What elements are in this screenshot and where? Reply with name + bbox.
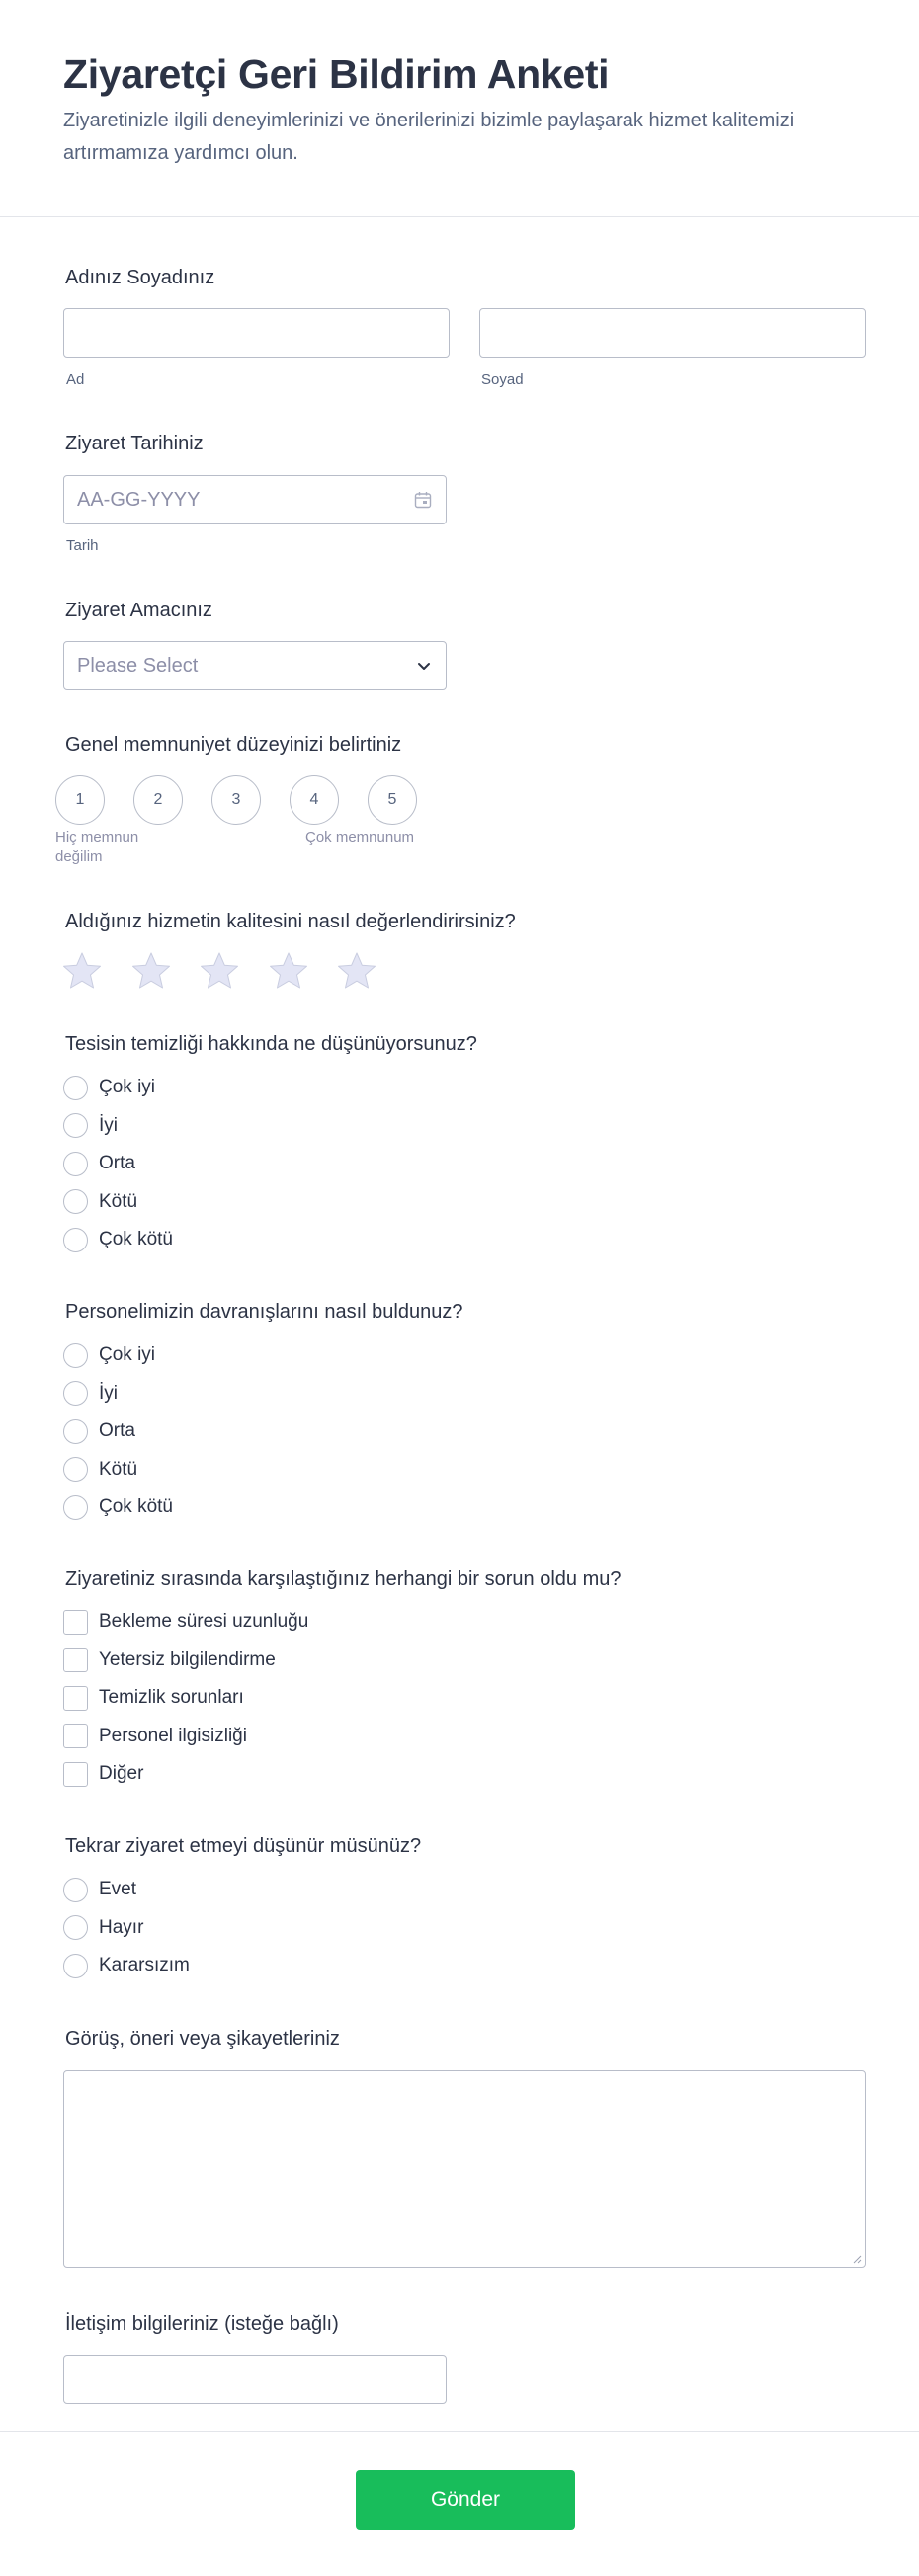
staff-option[interactable] <box>63 1341 155 1369</box>
purpose-label: Ziyaret Amacınız <box>65 600 212 621</box>
issues-option[interactable] <box>63 1608 308 1636</box>
scale-low-caption: Hiç memnun değilim <box>55 829 139 865</box>
comments-textarea[interactable] <box>63 2070 866 2268</box>
radio-button[interactable] <box>63 1915 88 1940</box>
checkbox[interactable] <box>63 1724 88 1748</box>
radio-button[interactable] <box>63 1228 88 1252</box>
form-title: Ziyaretçi Geri Bildirim Anketi <box>63 51 610 97</box>
calendar-icon[interactable] <box>414 491 432 509</box>
cleanliness-option[interactable] <box>63 1188 137 1216</box>
issues-label: Ziyaretiniz sırasında karşılaştığınız herhangi bir sorun oldu mu? <box>65 1569 622 1590</box>
issues-option-label: Personel ilgisizliği <box>99 1725 247 1746</box>
radio-button[interactable] <box>63 1343 88 1368</box>
last-name-input[interactable] <box>479 308 866 358</box>
purpose-select[interactable] <box>63 641 447 690</box>
scale-option-4[interactable]: 4 <box>290 775 339 825</box>
date-label: Ziyaret Tarihiniz <box>65 433 204 454</box>
issues-option[interactable] <box>63 1684 244 1712</box>
staff-label: Personelimizin davranışlarını nasıl buldunuz? <box>65 1301 463 1323</box>
staff-option-label: Çok iyi <box>99 1344 156 1365</box>
radio-button[interactable] <box>63 1076 88 1100</box>
star-5-icon[interactable] <box>336 950 377 992</box>
scale-option-3[interactable]: 3 <box>211 775 261 825</box>
radio-button[interactable] <box>63 1152 88 1176</box>
issues-option[interactable] <box>63 1647 276 1674</box>
revisit-option[interactable] <box>63 1914 143 1942</box>
cleanliness-option-label: Çok kötü <box>99 1229 173 1249</box>
staff-option[interactable] <box>63 1493 173 1521</box>
staff-option[interactable] <box>63 1456 137 1484</box>
staff-option-label: Orta <box>99 1420 135 1441</box>
staff-option-label: İyi <box>99 1382 118 1404</box>
purpose-selected-value: Please Select <box>77 655 199 677</box>
star-3-icon[interactable] <box>199 950 240 992</box>
revisit-option-label: Kararsızım <box>99 1955 190 1975</box>
revisit-option-label: Hayır <box>99 1916 144 1938</box>
scale-high-caption: Çok memnunum <box>305 829 415 845</box>
cleanliness-option-label: İyi <box>99 1114 118 1136</box>
cleanliness-option-label: Orta <box>99 1153 135 1173</box>
cleanliness-option-label: Çok iyi <box>99 1077 156 1097</box>
scale-option-1[interactable]: 1 <box>55 775 105 825</box>
cleanliness-option[interactable] <box>63 1112 118 1140</box>
revisit-option[interactable] <box>63 1952 190 1979</box>
last-name-sublabel: Soyad <box>481 371 524 388</box>
issues-option[interactable] <box>63 1760 143 1788</box>
radio-button[interactable] <box>63 1419 88 1444</box>
service-rating-label: Aldığınız hizmetin kalitesini nasıl değerlendirirsiniz? <box>65 911 516 932</box>
checkbox[interactable] <box>63 1610 88 1635</box>
revisit-option[interactable] <box>63 1876 136 1903</box>
name-label: Adınız Soyadınız <box>65 267 215 288</box>
checkbox[interactable] <box>63 1762 88 1787</box>
revisit-label: Tekrar ziyaret etmeyi düşünür müsünüz? <box>65 1835 422 1857</box>
staff-option[interactable] <box>63 1380 118 1408</box>
submit-button[interactable]: Gönder <box>356 2470 575 2530</box>
comments-label: Görüş, öneri veya şikayetleriniz <box>65 2028 340 2050</box>
issues-option-label: Diğer <box>99 1763 144 1784</box>
staff-option[interactable] <box>63 1417 135 1445</box>
date-sublabel: Tarih <box>66 537 99 554</box>
star-1-icon[interactable] <box>61 950 103 992</box>
star-2-icon[interactable] <box>130 950 172 992</box>
radio-button[interactable] <box>63 1189 88 1214</box>
radio-button[interactable] <box>63 1113 88 1138</box>
staff-option-label: Çok kötü <box>99 1496 173 1517</box>
contact-input[interactable] <box>63 2355 447 2404</box>
radio-button[interactable] <box>63 1381 88 1406</box>
checkbox[interactable] <box>63 1648 88 1672</box>
chevron-down-icon <box>416 658 432 674</box>
form-header <box>0 0 919 217</box>
issues-option-label: Bekleme süresi uzunluğu <box>99 1611 309 1632</box>
issues-option-label: Temizlik sorunları <box>99 1687 244 1708</box>
date-placeholder: AA-GG-YYYY <box>77 489 201 511</box>
revisit-option-label: Evet <box>99 1879 137 1899</box>
radio-button[interactable] <box>63 1954 88 1978</box>
cleanliness-option[interactable] <box>63 1150 135 1177</box>
cleanliness-option[interactable] <box>63 1074 155 1101</box>
issues-option[interactable] <box>63 1723 247 1750</box>
staff-option-label: Kötü <box>99 1458 138 1480</box>
scale-option-5[interactable]: 5 <box>368 775 417 825</box>
radio-button[interactable] <box>63 1457 88 1482</box>
issues-option-label: Yetersiz bilgilendirme <box>99 1649 276 1670</box>
cleanliness-option[interactable] <box>63 1226 173 1253</box>
cleanliness-option-label: Kötü <box>99 1190 138 1212</box>
radio-button[interactable] <box>63 1495 88 1520</box>
cleanliness-label: Tesisin temizliği hakkında ne düşünüyorsunuz? <box>65 1033 477 1055</box>
satisfaction-label: Genel memnuniyet düzeyinizi belirtiniz <box>65 734 402 756</box>
first-name-input[interactable] <box>63 308 450 358</box>
checkbox[interactable] <box>63 1686 88 1711</box>
resize-handle-icon[interactable] <box>852 2254 862 2264</box>
radio-button[interactable] <box>63 1878 88 1902</box>
contact-label: İletişim bilgileriniz (isteğe bağlı) <box>65 2313 339 2335</box>
date-input[interactable] <box>63 475 447 524</box>
star-4-icon[interactable] <box>268 950 309 992</box>
first-name-sublabel: Ad <box>66 371 85 388</box>
form-subtitle: Ziyaretinizle ilgili deneyimlerinizi ve önerilerinizi bizimle paylaşarak hizmet kalitemizi artırmamıza yardımcı olun. <box>63 110 794 164</box>
scale-option-2[interactable]: 2 <box>133 775 183 825</box>
